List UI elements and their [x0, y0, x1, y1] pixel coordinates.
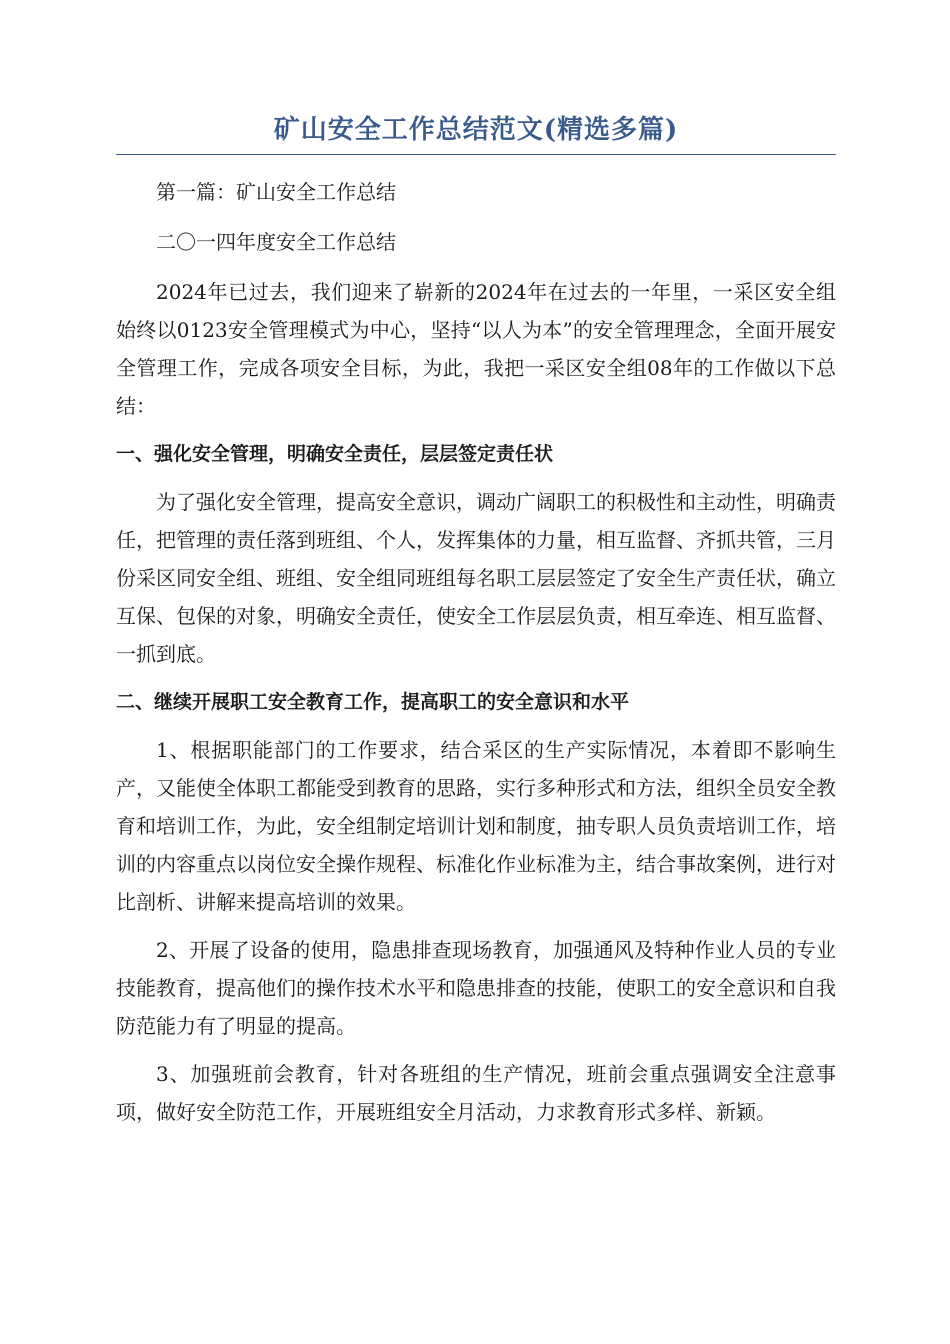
- document-title: 矿山安全工作总结范文(精选多篇): [273, 115, 679, 145]
- paragraph-2: 1、根据职能部门的工作要求，结合采区的生产实际情况，本着即不影响生产，又能使全体职工都能受到教育的思路，实行多种形式和方法，组织全员安全教育和培训工作，为此，安全组制定培训计划和制度，抽专职人员负责培训工作，培训的内容重点以岗位安全操作规程、标准化作业标准为主，结合事故案例，进行对比剖析、讲解来提高培训的效果。: [116, 738, 836, 914]
- title-underline: [116, 154, 836, 155]
- section-subtitle: 第一篇：矿山安全工作总结: [156, 180, 396, 204]
- section-heading-1: 一、强化安全管理，明确安全责任，层层签定责任状: [116, 443, 554, 465]
- document-page: [116, 110, 836, 1141]
- section-heading-2: 二、继续开展职工安全教育工作，提高职工的安全意识和水平: [116, 691, 630, 713]
- paragraph-1: 为了强化安全管理，提高安全意识，调动广阔职工的积极性和主动性，明确责任，把管理的责任落到班组、个人，发挥集体的力量，相互监督、齐抓共管，三月份采区同安全组、班组、安全组同班组每名职工层层签定了安全生产责任状，确立互保、包保的对象，明确安全责任，使安全工作层层负责，相互牵连、相互监督、一抓到底。: [116, 490, 836, 666]
- paragraph-3: 2、开展了设备的使用，隐患排查现场教育，加强通风及特种作业人员的专业技能教育，提高他们的操作技术水平和隐患排查的技能，使职工的安全意识和自我防范能力有了明显的提高。: [116, 938, 836, 1038]
- paragraph-4: 3、加强班前会教育，针对各班组的生产情况，班前会重点强调安全注意事项，做好安全防范工作，开展班组安全月活动，力求教育形式多样、新颖。: [116, 1062, 836, 1124]
- intro-paragraph: 2024年已过去，我们迎来了崭新的2024年在过去的一年里，一采区安全组始终以0123安全管理模式为中心，坚持“以人为本”的安全管理理念，全面开展安全管理工作，完成各项安全目标，为此，我把一采区安全组08年的工作做以下总结：: [116, 280, 836, 418]
- section-subtitle-year: 二〇一四年度安全工作总结: [156, 230, 396, 254]
